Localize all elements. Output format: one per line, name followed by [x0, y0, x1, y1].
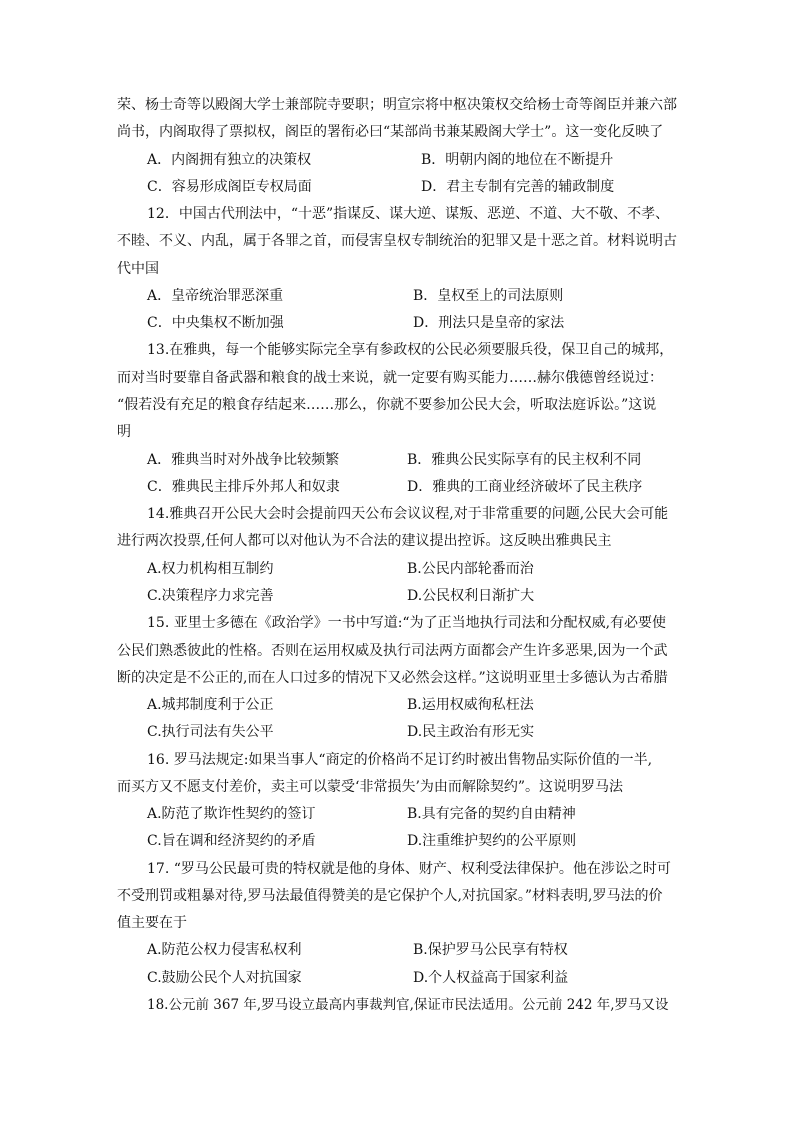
q16-option-b[interactable]: B.具有完备的契约自由精神 — [407, 806, 576, 822]
q13-option-d[interactable]: D．雅典的工商业经济破坏了民主秩序 — [407, 479, 643, 495]
q14-option-d[interactable]: D.公民权利日渐扩大 — [407, 588, 535, 604]
q17-option-c[interactable]: C.鼓励公民个人对抗国家 — [147, 970, 302, 986]
q15-option-b[interactable]: B.运用权威徇私枉法 — [407, 697, 534, 713]
q15-text-line-2: 公民们熟悉彼此的性格。否则在运用权威及执行司法两方面都会产生许多恶果,因为一个武 — [117, 643, 668, 659]
q17-option-a[interactable]: A.防范公权力侵害私权利 — [147, 942, 302, 958]
q15-option-c[interactable]: C.执行司法有失公平 — [147, 724, 274, 740]
q14-option-b[interactable]: B.公民内部轮番而治 — [407, 561, 534, 577]
q14-text-line-2: 进行两次投票,任何人都可以对他认为不合法的建议提出控诉。这反映出雅典民主 — [117, 533, 612, 549]
q15-text-line-1: 15. 亚里士多德在《政治学》一书中写道:“为了正当地执行司法和分配权威,有必要使 — [147, 615, 667, 631]
q14-option-c[interactable]: C.决策程序力求完善 — [147, 588, 274, 604]
q14-text-line-1: 14.雅典召开公民大会时会提前四天公布会议议程,对于非常重要的问题,公民大会可能 — [147, 506, 669, 522]
q11-option-b[interactable]: B．明朝内阁的地位在不断提升 — [421, 152, 614, 168]
q15-option-a[interactable]: A.城邦制度利于公正 — [147, 697, 274, 713]
q12-option-b[interactable]: B．皇权至上的司法原则 — [413, 288, 564, 304]
q12-text-line-1: 12．中国古代刑法中，“十恶”指谋反、谋大逆、谋叛、恶逆、不道、大不敬、不孝、 — [147, 206, 670, 222]
q13-text-line-4: 明 — [117, 424, 131, 440]
q16-option-a[interactable]: A.防范了欺诈性契约的签订 — [147, 806, 316, 822]
q11-text-line-2: 尚书，内阁取得了票拟权，阁臣的署衔必曰“某部尚书兼某殿阁大学士”。这一变化反映了 — [117, 124, 664, 140]
q11-text-line-1: 荣、杨士奇等以殿阁大学士兼部院寺要职；明宣宗将中枢决策权交给杨士奇等阁臣并兼六部 — [117, 97, 677, 113]
q14-option-a[interactable]: A.权力机构相互制约 — [147, 561, 274, 577]
q17-option-d[interactable]: D.个人权益高于国家利益 — [413, 970, 569, 986]
q17-option-b[interactable]: B.保护罗马公民享有特权 — [413, 942, 568, 958]
q11-option-c[interactable]: C．容易形成阁臣专权局面 — [147, 179, 312, 195]
q12-option-d[interactable]: D．刑法只是皇帝的家法 — [413, 315, 565, 331]
q12-option-c[interactable]: C．中央集权不断加强 — [147, 315, 284, 331]
q16-option-d[interactable]: D.注重维护契约的公平原则 — [407, 833, 577, 849]
q13-text-line-2: 而对当时要靠自备武器和粮食的战士来说，就一定要有购买能力……赫尔俄德曾经说过： — [117, 370, 663, 386]
q11-option-a[interactable]: A．内阁拥有独立的决策权 — [147, 152, 312, 168]
q11-option-d[interactable]: D．君主专制有完善的辅政制度 — [421, 179, 615, 195]
q13-text-line-1: 13.在雅典，每一个能够实际完全享有参政权的公民必须要服兵役，保卫自己的城邦， — [147, 342, 674, 358]
q17-text-line-2: 不受刑罚或粗暴对待,罗马法最值得赞美的是它保护个人,对抗国家。”材料表明,罗马法的价 — [117, 888, 663, 904]
q17-text-line-1: 17. “罗马公民最可贵的特权就是他的身体、财产、权利受法律保护。他在涉讼之时可 — [147, 861, 671, 877]
q13-option-a[interactable]: A．雅典当时对外战争比较频繁 — [147, 452, 340, 468]
q12-text-line-3: 代中国 — [117, 261, 159, 277]
q13-option-b[interactable]: B．雅典公民实际享有的民主权利不同 — [407, 452, 642, 468]
q12-option-a[interactable]: A．皇帝统治罪恶深重 — [147, 288, 284, 304]
q15-text-line-3: 断的决定是不公正的,而在人口过多的情况下又必然会这样。”这说明亚里士多德认为古希腊 — [117, 670, 668, 686]
q16-text-line-2: 而买方又不愿支付差价，卖主可以蒙受‘非常损失’为由而解除契约”。这说明罗马法 — [117, 779, 624, 795]
q13-option-c[interactable]: C．雅典民主排斥外邦人和奴隶 — [147, 479, 340, 495]
q16-text-line-1: 16. 罗马法规定:如果当事人“商定的价格尚不足订约时被出售物品实际价值的一半, — [147, 752, 653, 768]
q13-text-line-3: “假若没有充足的粮食存结起来……那么，你就不要参加公民大会，听取法庭诉讼。”这说 — [117, 397, 657, 413]
q12-text-line-2: 不睦、不义、内乱，属于各罪之首，而侵害皇权专制统治的犯罪又是十恶之首。材料说明古 — [117, 233, 677, 249]
q18-text-line-1: 18.公元前 367 年,罗马设立最高内事裁判官,保证市民法适用。公元前 242 年,罗马又设 — [147, 997, 669, 1013]
q16-option-c[interactable]: C.旨在调和经济契约的矛盾 — [147, 833, 316, 849]
q15-option-d[interactable]: D.民主政治有形无实 — [407, 724, 535, 740]
q17-text-line-3: 值主要在于 — [117, 915, 187, 931]
